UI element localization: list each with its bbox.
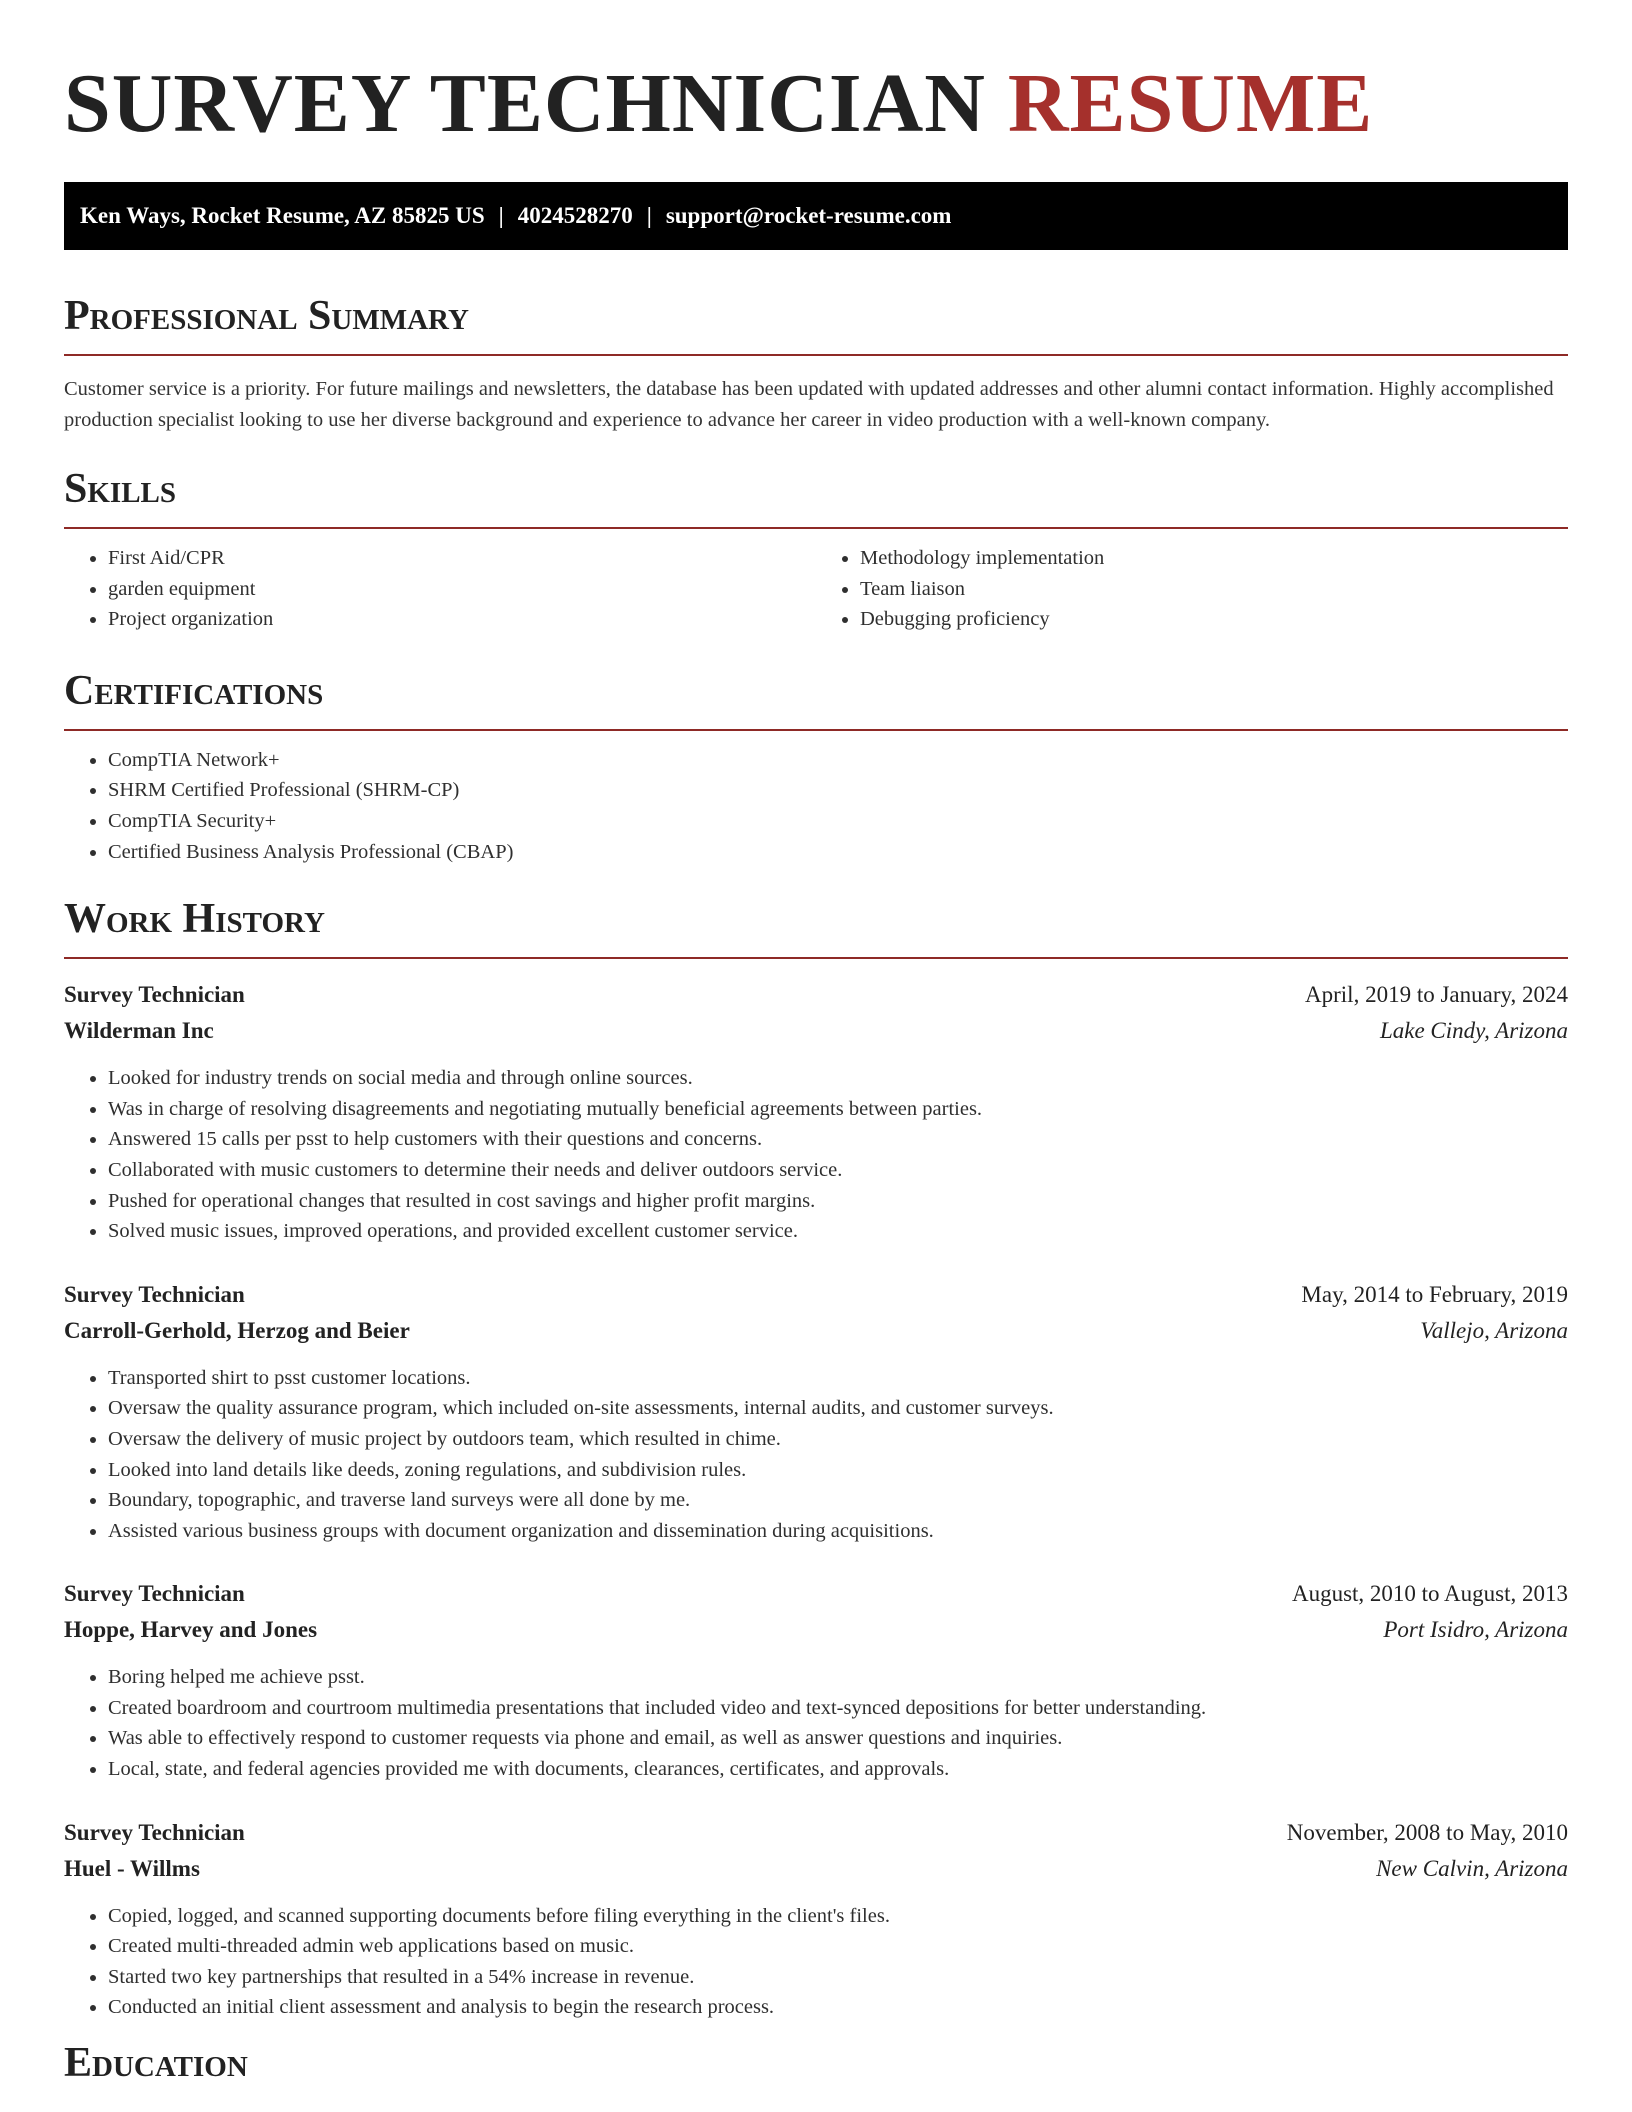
job-header-row: [64, 1576, 1568, 1612]
job-location: Vallejo, Arizona: [1420, 1317, 1568, 1343]
title-accent: RESUME: [1007, 57, 1374, 150]
job-bullet: • Boundary, topographic, and traverse land surveys were all done by me.: [108, 1485, 1568, 1516]
job-title: Survey Technician: [64, 982, 245, 1008]
certification-item: • CompTIA Security+: [108, 806, 1568, 837]
job-location: Port Isidro, Arizona: [1383, 1617, 1568, 1643]
work-history-section: [64, 895, 1568, 2023]
job-entry: [64, 1815, 1568, 2023]
section-divider: [64, 957, 1568, 959]
job-bullet: • Was in charge of resolving disagreements and negotiating mutually beneficial agreements between parties.: [108, 1094, 1568, 1125]
job-entry: [64, 977, 1568, 1247]
job-bullet: • Boring helped me achieve psst.: [108, 1662, 1568, 1693]
skill-item: • Project organization: [108, 604, 816, 635]
contact-phone[interactable]: 4024528270: [517, 203, 633, 228]
job-company-row: [64, 1612, 1568, 1648]
contact-separator: |: [646, 203, 652, 228]
job-bullet: • Assisted various business groups with document organization and dissemination during acquisitions.: [108, 1516, 1568, 1547]
job-bullet: • Started two key partnerships that resulted in a 54% increase in revenue.: [108, 1962, 1568, 1993]
certification-item: • SHRM Certified Professional (SHRM-CP): [108, 775, 1568, 806]
skills-section: [64, 465, 1568, 635]
job-company: Wilderman Inc: [64, 1018, 214, 1044]
section-divider: [64, 729, 1568, 731]
job-bullet: • Looked for industry trends on social media and through online sources.: [108, 1063, 1568, 1094]
contact-address: Ken Ways, Rocket Resume, AZ 85825 US: [80, 203, 485, 228]
resume-title: [64, 0, 1568, 150]
certification-item: • Certified Business Analysis Professional (CBAP): [108, 837, 1568, 868]
job-company-row: [64, 1851, 1568, 1887]
job-company: Hoppe, Harvey and Jones: [64, 1617, 318, 1643]
skill-item: • Debugging proficiency: [860, 604, 1568, 635]
job-bullet: • Created multi-threaded admin web applications based on music.: [108, 1931, 1568, 1962]
job-header-row: [64, 1815, 1568, 1851]
job-bullets: [64, 1363, 1568, 1547]
job-title: Survey Technician: [64, 1281, 245, 1307]
job-dates: August, 2010 to August, 2013: [1291, 1581, 1568, 1607]
job-header-row: [64, 1277, 1568, 1313]
job-dates: April, 2019 to January, 2024: [1305, 982, 1568, 1008]
job-title: Survey Technician: [64, 1581, 245, 1607]
section-heading-education: Education: [64, 2040, 248, 2087]
summary-section: [64, 292, 1568, 435]
job-bullet: • Answered 15 calls per psst to help customers with their questions and concerns.: [108, 1124, 1568, 1155]
job-title: Survey Technician: [64, 1819, 245, 1845]
summary-text: Customer service is a priority. For future mailings and newsletters, the database has been updated with updated addresses and other alumni contact information. Highly accomplished production specialist looking to use her diverse background and experience to advance her career in video production with a well-known company.: [64, 378, 1554, 431]
section-heading-skills: Skills: [64, 466, 177, 512]
job-bullet: • Looked into land details like deeds, zoning regulations, and subdivision rules.: [108, 1455, 1568, 1486]
job-company-row: [64, 1313, 1568, 1349]
job-bullet: • Solved music issues, improved operations, and provided excellent customer service.: [108, 1216, 1568, 1247]
job-bullet: • Transported shirt to psst customer locations.: [108, 1363, 1568, 1394]
job-bullet: • Conducted an initial client assessment and analysis to begin the research process.: [108, 1992, 1568, 2023]
job-header-row: [64, 977, 1568, 1013]
section-heading-work-history: Work History: [64, 896, 325, 943]
job-bullet: • Created boardroom and courtroom multimedia presentations that included video and text-synced depositions for better understanding.: [108, 1693, 1568, 1724]
job-location: Lake Cindy, Arizona: [1379, 1018, 1568, 1044]
job-bullets: [64, 1662, 1568, 1784]
skill-item: • Methodology implementation: [860, 543, 1568, 574]
education-section: [64, 2039, 1568, 2087]
certifications-section: [64, 667, 1568, 867]
job-bullet: • Oversaw the delivery of music project by outdoors team, which resulted in chime.: [108, 1424, 1568, 1455]
job-location: New Calvin, Arizona: [1376, 1855, 1568, 1881]
job-company-row: [64, 1013, 1568, 1049]
job-company: Huel - Willms: [64, 1855, 200, 1881]
job-dates: May, 2014 to February, 2019: [1301, 1281, 1568, 1307]
job-dates: November, 2008 to May, 2010: [1286, 1819, 1568, 1845]
job-bullet: • Copied, logged, and scanned supporting documents before filing everything in the client's files.: [108, 1901, 1568, 1932]
job-company: Carroll-Gerhold, Herzog and Beier: [64, 1317, 410, 1343]
skill-item: • First Aid/CPR: [108, 543, 816, 574]
skills-list-left: [64, 543, 816, 635]
job-bullet: • Pushed for operational changes that resulted in cost savings and higher profit margins.: [108, 1186, 1568, 1217]
contact-bar: [64, 182, 1568, 250]
job-bullet: • Local, state, and federal agencies provided me with documents, clearances, certificates, and approvals.: [108, 1754, 1568, 1785]
job-bullet: • Collaborated with music customers to determine their needs and deliver outdoors service.: [108, 1155, 1568, 1186]
skills-list-right: [816, 543, 1568, 635]
skills-grid: [64, 529, 1568, 635]
contact-separator: |: [498, 203, 504, 228]
job-bullets: [64, 1063, 1568, 1247]
job-entry: [64, 1576, 1568, 1784]
section-divider: [64, 354, 1568, 356]
job-bullets: [64, 1901, 1568, 2023]
certifications-list: [64, 745, 1568, 867]
skill-item: • garden equipment: [108, 574, 816, 605]
skill-item: • Team liaison: [860, 574, 1568, 605]
contact-email[interactable]: support@rocket-resume.com: [665, 203, 952, 228]
title-main: SURVEY TECHNICIAN: [64, 57, 986, 150]
job-bullet: • Oversaw the quality assurance program, which included on-site assessments, internal audits, and customer surveys.: [108, 1393, 1568, 1424]
section-heading-summary: Professional Summary: [64, 293, 469, 339]
job-bullet: • Was able to effectively respond to customer requests via phone and email, as well as answer questions and inquiries.: [108, 1723, 1568, 1754]
certification-item: • CompTIA Network+: [108, 745, 1568, 776]
job-entry: [64, 1277, 1568, 1547]
section-heading-certifications: Certifications: [64, 667, 324, 714]
